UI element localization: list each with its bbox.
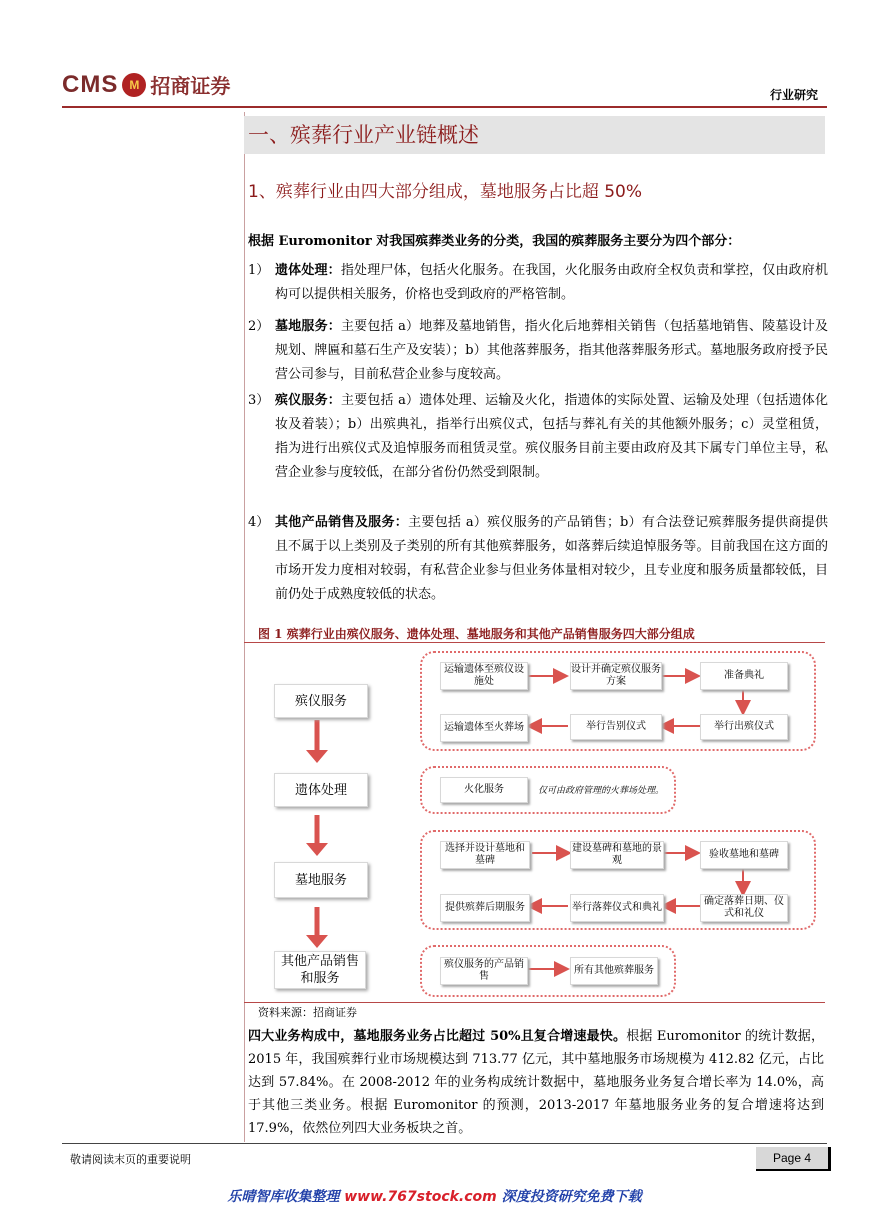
step-box: 运输遗体至殡仪设施处 bbox=[440, 662, 528, 690]
category-funeral-service: 殡仪服务 bbox=[274, 684, 368, 718]
arrow-head bbox=[306, 750, 328, 763]
summary-paragraph bbox=[248, 1025, 824, 1140]
list-item-body: 主要包括 a）地葬及墓地销售，指火化后地葬相关销售（包括墓地销售、陵墓设计及规划、牌匾和墓石生产及安装）；b）其他落葬服务，指其他落葬服务形式。墓地服务政府授予民营公司参与，目前私营企业参与度较高。 bbox=[275, 319, 828, 382]
summary-body: 根据 Euromonitor 的统计数据，2015 年，我国殡葬行业市场规模达到 713.77 亿元，其中墓地服务市场规模为 412.82 亿元，占比达到 57.84%。在 2008-2012 年的业务构成统计数据中，墓地服务业务复合增长率为 14.0%，高于其他三类业务。根据 Euromonitor 的预测，2013-2017 年墓地服务业务的复合增速将达到 17.9%，依然位列四大业务板块之首。 bbox=[248, 1029, 824, 1136]
list-item-number: 3） bbox=[248, 393, 270, 408]
list-item-head: 其他产品销售及服务： bbox=[275, 515, 409, 530]
step-box: 确定落葬日期、仪式和礼仪 bbox=[700, 894, 788, 922]
category-body-handling: 遗体处理 bbox=[274, 773, 368, 807]
step-box: 运输遗体至火葬场 bbox=[440, 714, 528, 742]
figure-source: 资料来源：招商证券 bbox=[258, 1006, 357, 1019]
category-other-products: 其他产品销售和服务 bbox=[274, 951, 366, 989]
arrow-head bbox=[306, 935, 328, 948]
page-number: Page 4 bbox=[756, 1147, 831, 1171]
list-item-head: 墓地服务： bbox=[275, 319, 341, 334]
logo-cms-text: CMS bbox=[62, 70, 119, 98]
list-item-body: 主要包括 a）殡仪服务的产品销售；b）有合法登记殡葬服务提供商提供且不属于以上类别及子类别的所有其他殡葬服务，如落葬后续追悼服务等。目前我国在这方面的市场开发力度相对较弱，有私营企业参与但业务体量相对较少，且专业度和服务质量都较低，目前仍处于成熟度较低的状态。 bbox=[275, 515, 828, 602]
step-box: 准备典礼 bbox=[700, 662, 788, 690]
step-box: 举行告别仪式 bbox=[570, 714, 662, 740]
summary-lead: 四大业务构成中，墓地服务业务占比超过 50%且复合增速最快。 bbox=[248, 1029, 627, 1044]
watermark-text-2: 深度投资研究免费下载 bbox=[496, 1189, 642, 1205]
list-item-number: 2） bbox=[248, 319, 270, 334]
list-item-number: 1） bbox=[248, 263, 270, 278]
arrow-head bbox=[306, 843, 328, 856]
cremation-note: 仅可由政府管理的火葬场处理。 bbox=[538, 786, 665, 796]
list-item-number: 4） bbox=[248, 515, 270, 530]
list-item-body: 主要包括 a）遗体处理、运输及火化，指遗体的实际处置、运输及处理（包括遗体化妆及着装）；b）出殡典礼，指举行出殡仪式，包括与葬礼有关的其他额外服务；c）灵堂租赁，指为进行出殡仪式及追悼服务而租赁灵堂。殡仪服务目前主要由政府及其下属专门单位主导，私营企业参与度较低，在部分省份仍然受到限制。 bbox=[275, 393, 828, 480]
step-box: 提供殡葬后期服务 bbox=[440, 894, 530, 922]
list-item-head: 遗体处理： bbox=[275, 263, 341, 278]
report-type-tag: 行业研究 bbox=[770, 88, 819, 102]
figure-title: 图 1 殡葬行业由殡仪服务、遗体处理、墓地服务和其他产品销售服务四大部分组成 bbox=[258, 627, 695, 641]
step-box: 举行落葬仪式和典礼 bbox=[570, 894, 664, 922]
footer-divider bbox=[62, 1143, 827, 1144]
category-cemetery-service: 墓地服务 bbox=[274, 862, 368, 898]
subsection-title: 1、殡葬行业由四大部分组成，墓地服务占比超 50% bbox=[248, 182, 643, 202]
step-box: 所有其他殡葬服务 bbox=[570, 957, 658, 985]
step-box: 设计并确定殡仪服务方案 bbox=[570, 662, 662, 690]
footer-disclaimer: 敬请阅读末页的重要说明 bbox=[70, 1153, 191, 1166]
section-title: 一、殡葬行业产业链概述 bbox=[248, 123, 479, 147]
list-item-head: 殡仪服务： bbox=[275, 393, 341, 408]
step-box: 殡仪服务的产品销售 bbox=[440, 957, 528, 985]
list-item-body: 指处理尸体，包括火化服务。在我国，火化服务由政府全权负责和掌控，仅由政府机构可以提供相关服务，价格也受到政府的严格管制。 bbox=[275, 263, 828, 302]
step-box: 火化服务 bbox=[440, 777, 528, 803]
logo-badge-icon: M bbox=[122, 73, 146, 97]
logo-cn-text: 招商证券 bbox=[150, 74, 231, 98]
step-box: 验收墓地和墓碑 bbox=[700, 841, 788, 869]
intro-paragraph: 根据 Euromonitor 对我国殡葬类业务的分类，我国的殡葬服务主要分为四个部分： bbox=[248, 234, 741, 249]
watermark bbox=[0, 1186, 869, 1206]
watermark-text: 乐晴智库收集整理 bbox=[227, 1189, 345, 1205]
watermark-url[interactable]: www.767stock.com bbox=[344, 1189, 497, 1205]
step-box: 选择并设计墓地和墓碑 bbox=[440, 841, 530, 869]
figure-bottom-rule bbox=[244, 1002, 825, 1003]
step-box: 举行出殡仪式 bbox=[700, 714, 788, 740]
step-box: 建设墓碑和墓地的景观 bbox=[570, 841, 664, 869]
